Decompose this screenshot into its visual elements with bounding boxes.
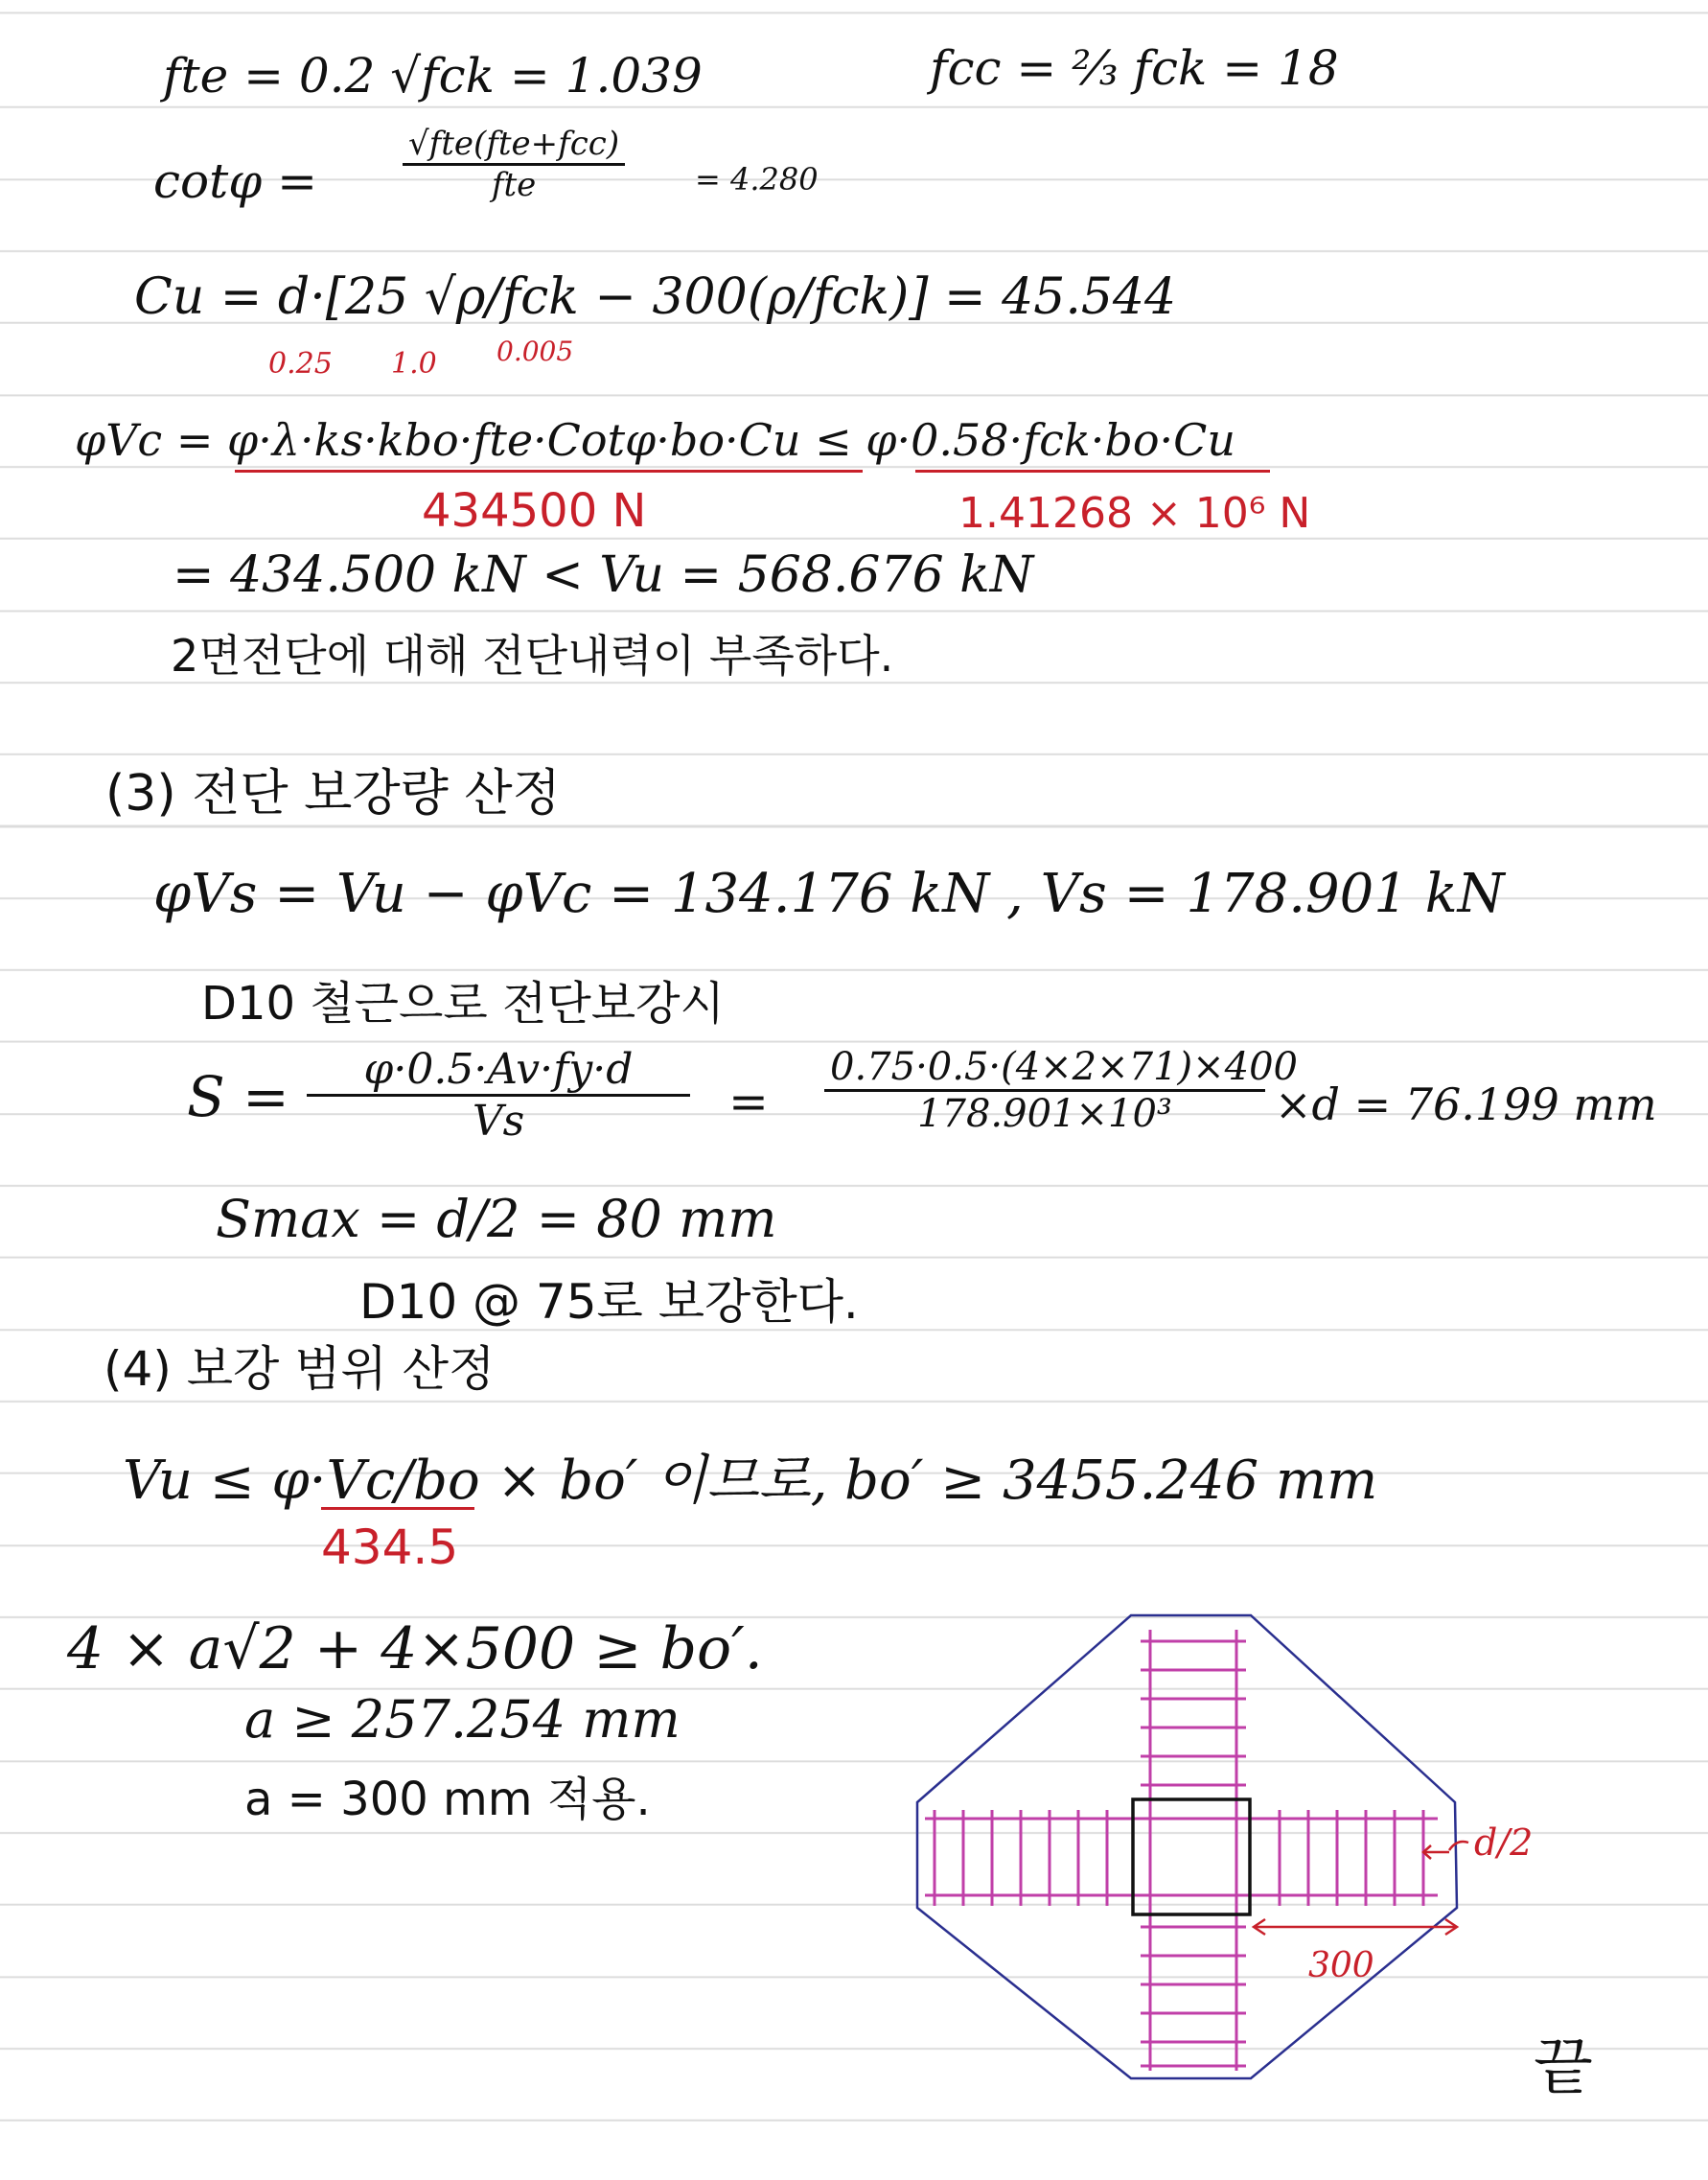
- note-ks-factor: 1.0: [391, 347, 437, 381]
- phivc-equation: φVc = φ·λ·ks·kbo·fte·Cotφ·bo·Cu ≤ φ·0.58·fck·bo·Cu: [75, 414, 1236, 466]
- critical-perimeter-octagon: [917, 1615, 1457, 2078]
- d10-shear-reinforce: D10 철근으로 전단보강시: [201, 977, 725, 1031]
- vu-inequality: Vu ≤ φ·Vc/bo × bo′ 이므로, bo′ ≥ 3455.246 mm: [123, 1449, 1378, 1512]
- s-value: ×d = 76.199 mm: [1275, 1078, 1657, 1130]
- stirrups-horizontal-arm: [925, 1810, 1438, 1906]
- cot-denominator: fte: [491, 166, 537, 204]
- phivc-value-left: 434500 N: [422, 484, 647, 538]
- note-lambda-factor: 0.25: [268, 347, 333, 381]
- end-mark: 끝: [1534, 2032, 1593, 2103]
- phivc-compare: = 434.500 kN < Vu = 568.676 kN: [173, 546, 1034, 604]
- section-3-heading: (3) 전단 보강량 산정: [105, 765, 561, 823]
- fte-equation: fte = 0.2 √fck = 1.039: [163, 48, 703, 104]
- phivc-value-right: 1.41268 × 10⁶ N: [958, 489, 1311, 538]
- cot-numerator: √fte(fte+fcc): [408, 125, 620, 163]
- s-numerator: φ·0.5·Av·fy·d: [363, 1045, 634, 1094]
- section-4-heading: (4) 보강 범위 산정: [104, 1341, 496, 1397]
- s-denominator-numeric: 178.901×10³: [917, 1092, 1172, 1136]
- s-equals: =: [728, 1074, 769, 1129]
- a-applied: a = 300 mm 적용.: [244, 1773, 651, 1826]
- korean-conclusion-1: 2면전단에 대해 전단내력이 부족하다.: [171, 630, 894, 682]
- s-denominator: Vs: [472, 1097, 525, 1146]
- fcc-equation: fcc = ⅔ fck = 18: [930, 40, 1339, 96]
- cot-value: = 4.280: [695, 161, 819, 197]
- stirrups-vertical-arm: [1141, 1630, 1246, 2071]
- dimension-d2: [1423, 1842, 1468, 1859]
- s-numerator-numeric: 0.75·0.5·(4×2×71)×400: [830, 1045, 1299, 1089]
- phivs-equation: φVs = Vu − φVc = 134.176 kN , Vs = 178.901 kN: [153, 863, 1505, 925]
- dimension-d2-label: d/2: [1474, 1821, 1534, 1864]
- d10-at-75: D10 @ 75로 보강한다.: [359, 1274, 859, 1330]
- eq-perimeter: 4 × a√2 + 4×500 ≥ bo′.: [67, 1615, 763, 1682]
- cot-lhs: cotφ =: [153, 153, 317, 209]
- vu-red-value: 434.5: [321, 1519, 459, 1575]
- cu-equation: Cu = d·[25 √ρ/fck − 300(ρ/fck)] = 45.544: [134, 268, 1177, 326]
- s-lhs: S =: [187, 1064, 289, 1129]
- a-lower-bound: a ≥ 257.254 mm: [244, 1689, 681, 1750]
- smax-equation: Smax = d/2 = 80 mm: [216, 1189, 777, 1249]
- note-rho: 0.005: [496, 336, 574, 367]
- dimension-300-label: 300: [1308, 1946, 1374, 1985]
